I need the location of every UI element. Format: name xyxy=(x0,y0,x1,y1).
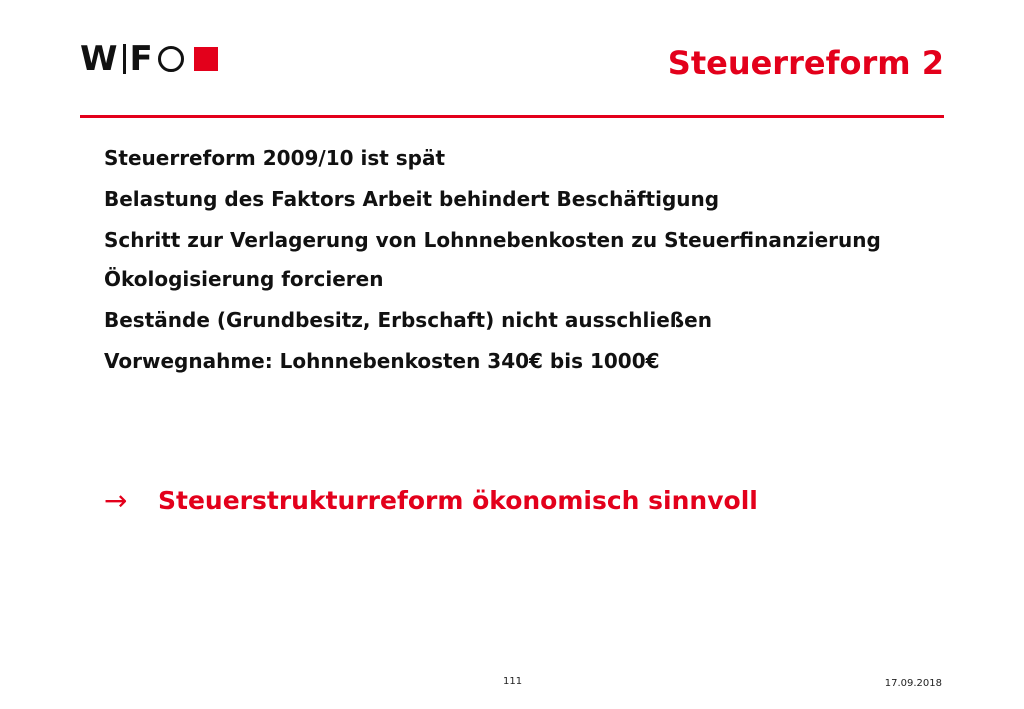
right-arrow-icon: → xyxy=(104,484,128,517)
bullet-item: Vorwegnahme: Lohnnebenkosten 340€ bis 1000€ xyxy=(104,349,660,373)
bullet-item: Steuerreform 2009/10 ist spät xyxy=(104,146,446,170)
conclusion xyxy=(104,484,758,517)
title-divider xyxy=(80,115,944,118)
conclusion-text: Steuerstrukturreform ökonomisch sinnvoll xyxy=(158,486,758,515)
bullet-item: Belastung des Faktors Arbeit behindert Beschäftigung xyxy=(104,187,720,211)
slide-title: Steuerreform 2 xyxy=(667,44,944,82)
logo-square xyxy=(194,47,218,71)
page-number: 111 xyxy=(503,676,523,687)
bullet-item: Bestände (Grundbesitz, Erbschaft) nicht ausschließen xyxy=(104,308,712,332)
logo-letter-f: F xyxy=(129,39,153,79)
bullet-item: Ökologisierung forcieren xyxy=(104,267,384,291)
logo-circle xyxy=(158,46,184,72)
wifo-logo xyxy=(80,40,218,78)
logo-letter-w: W xyxy=(80,39,118,79)
logo-bar xyxy=(123,44,126,74)
bullet-list xyxy=(104,146,904,390)
bullet-item: Schritt zur Verlagerung von Lohnnebenkosten zu Steuerfinanzierung xyxy=(104,228,881,252)
footer-date: 17.09.2018 xyxy=(884,678,942,689)
